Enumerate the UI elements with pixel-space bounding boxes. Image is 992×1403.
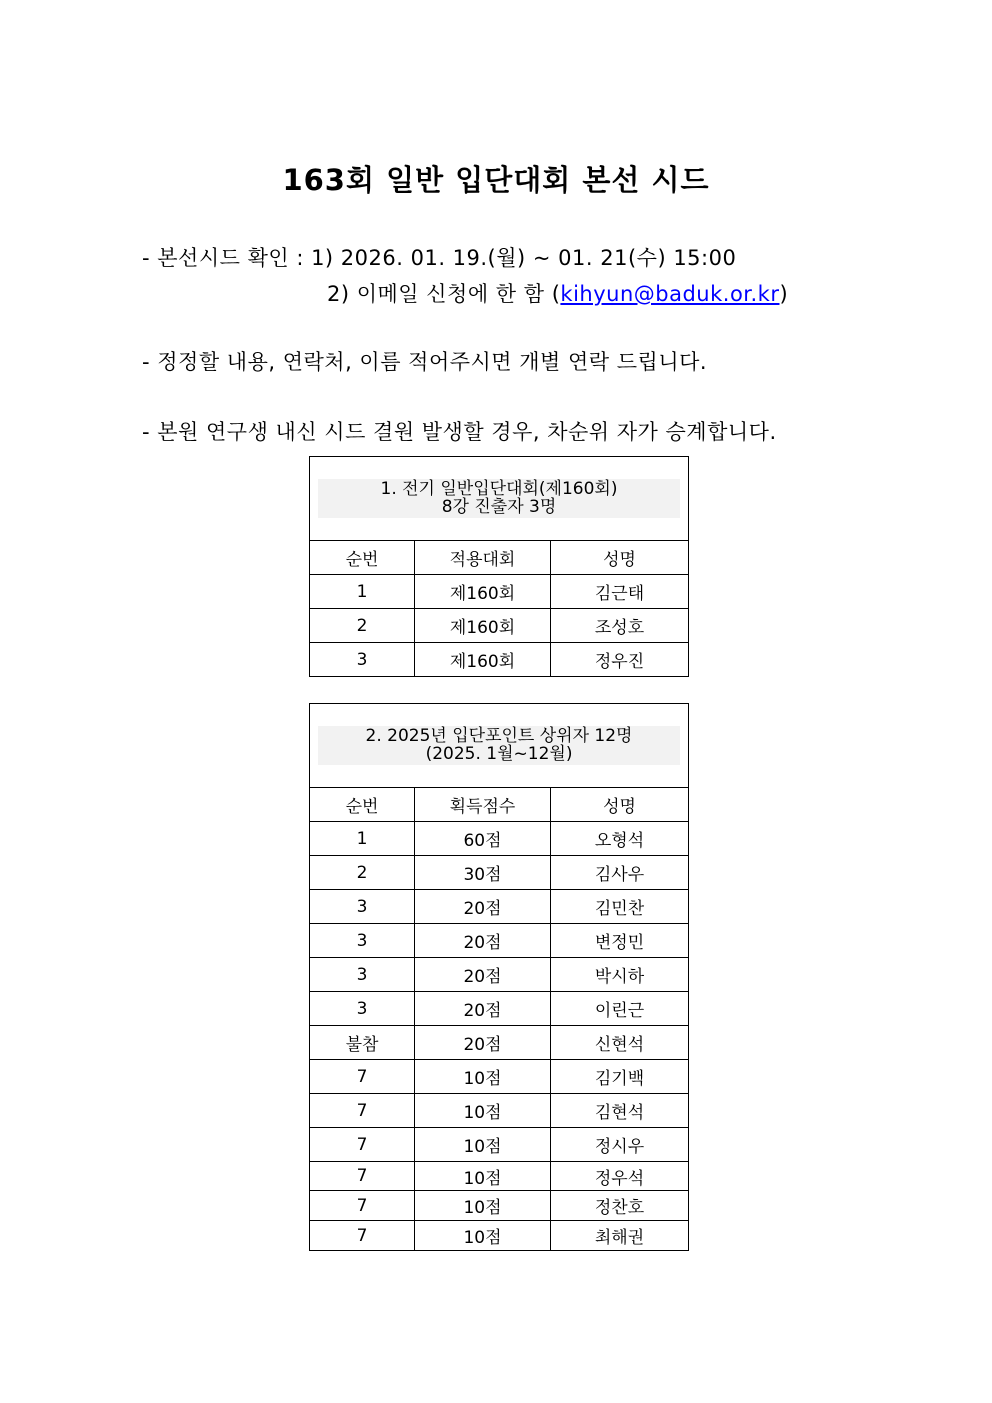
cell-points: 30점: [415, 856, 551, 890]
table-row: [310, 643, 689, 677]
cell-name: 변정민: [551, 924, 689, 958]
cell-points: 10점: [415, 1221, 551, 1251]
table-caption-line1: 1. 전기 일반입단대회(제160회): [380, 479, 618, 499]
cell-name: 신현석: [551, 1026, 689, 1060]
cell-name: 정우진: [551, 643, 689, 677]
notice-email-prefix: 2) 이메일 신청에 한 함 (: [327, 282, 561, 306]
cell-name: 김근태: [551, 575, 689, 609]
cell-name: 이린근: [551, 992, 689, 1026]
table-row: [310, 609, 689, 643]
column-header-name: 성명: [551, 541, 689, 575]
cell-name: 박시하: [551, 958, 689, 992]
column-header-points: 획득점수: [415, 788, 551, 822]
notice-confirm-period: - 본선시드 확인 : 1) 2026. 01. 19.(월) ~ 01. 21(수) 15:00: [142, 246, 737, 270]
cell-name: 조성호: [551, 609, 689, 643]
table-row: [310, 575, 689, 609]
table-caption-line2: 8강 진출자 3명: [441, 497, 557, 517]
cell-points: 10점: [415, 1191, 551, 1221]
table-row: [310, 1094, 689, 1128]
table-row: [310, 924, 689, 958]
cell-points: 10점: [415, 1060, 551, 1094]
cell-points: 10점: [415, 1094, 551, 1128]
cell-rank: 2: [310, 609, 415, 643]
table-row: [310, 1162, 689, 1191]
notice-email-suffix: ): [779, 282, 789, 306]
table-row: [310, 1221, 689, 1251]
cell-rank: 7: [310, 1094, 415, 1128]
cell-points: 20점: [415, 992, 551, 1026]
cell-points: 20점: [415, 1026, 551, 1060]
cell-points: 10점: [415, 1128, 551, 1162]
column-header-tournament: 적용대회: [415, 541, 551, 575]
cell-rank: 7: [310, 1221, 415, 1251]
cell-rank: 7: [310, 1060, 415, 1094]
table-row: [310, 856, 689, 890]
notice-succession: - 본원 연구생 내신 시드 결원 발생할 경우, 차순위 자가 승계합니다.: [142, 420, 777, 444]
table-row: [310, 1026, 689, 1060]
cell-rank: 1: [310, 575, 415, 609]
cell-name: 최해권: [551, 1221, 689, 1251]
cell-rank: 3: [310, 924, 415, 958]
column-header-name: 성명: [551, 788, 689, 822]
cell-points: 60점: [415, 822, 551, 856]
table-row: [310, 822, 689, 856]
cell-name: 김기백: [551, 1060, 689, 1094]
cell-points: 20점: [415, 958, 551, 992]
cell-tournament: 제160회: [415, 609, 551, 643]
table-row: [310, 992, 689, 1026]
cell-rank: 3: [310, 890, 415, 924]
cell-rank: 7: [310, 1191, 415, 1221]
cell-name: 김민찬: [551, 890, 689, 924]
notice-correction: - 정정할 내용, 연락처, 이름 적어주시면 개별 연락 드립니다.: [142, 350, 708, 374]
cell-rank: 7: [310, 1128, 415, 1162]
cell-tournament: 제160회: [415, 643, 551, 677]
cell-name: 오형석: [551, 822, 689, 856]
column-header-rank: 순번: [310, 788, 415, 822]
page-title: 163회 일반 입단대회 본선 시드: [282, 163, 710, 197]
cell-name: 김현석: [551, 1094, 689, 1128]
cell-points: 10점: [415, 1162, 551, 1191]
cell-rank: 7: [310, 1162, 415, 1191]
cell-rank: 2: [310, 856, 415, 890]
table-caption-line2: (2025. 1월~12월): [425, 744, 573, 764]
table-caption-line1: 2. 2025년 입단포인트 상위자 12명: [365, 726, 633, 746]
seed-table-points-ranking: [309, 703, 689, 1251]
cell-tournament: 제160회: [415, 575, 551, 609]
email-link[interactable]: kihyun@baduk.or.kr: [560, 282, 780, 306]
table-caption: [310, 457, 689, 541]
table-row: [310, 958, 689, 992]
table-row: [310, 1060, 689, 1094]
cell-name: 정시우: [551, 1128, 689, 1162]
cell-rank: 1: [310, 822, 415, 856]
cell-name: 정찬호: [551, 1191, 689, 1221]
cell-rank: 불참: [310, 1026, 415, 1060]
cell-points: 20점: [415, 890, 551, 924]
cell-points: 20점: [415, 924, 551, 958]
cell-name: 정우석: [551, 1162, 689, 1191]
cell-rank: 3: [310, 992, 415, 1026]
column-header-rank: 순번: [310, 541, 415, 575]
table-row: [310, 890, 689, 924]
cell-rank: 3: [310, 958, 415, 992]
table-row: [310, 1191, 689, 1221]
cell-name: 김사우: [551, 856, 689, 890]
cell-rank: 3: [310, 643, 415, 677]
notice-email-application: [327, 278, 788, 308]
table-caption: [310, 704, 689, 788]
table-row: [310, 1128, 689, 1162]
seed-table-previous-tournament: [309, 456, 689, 677]
